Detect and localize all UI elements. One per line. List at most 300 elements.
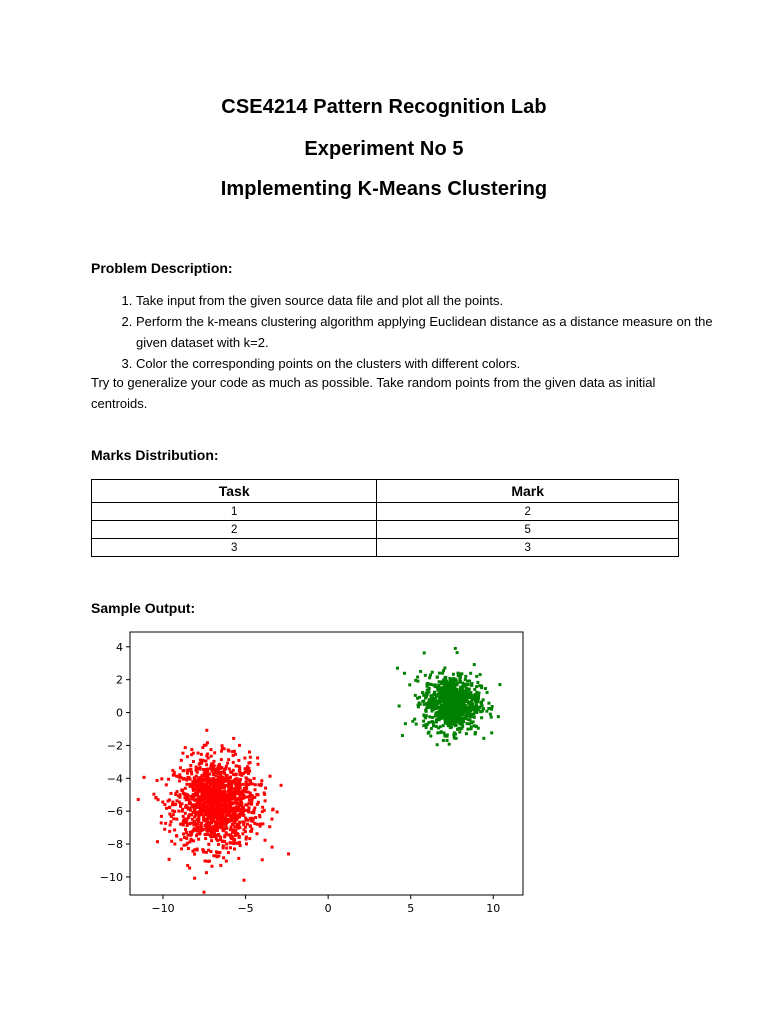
cluster-1-point (201, 848, 204, 851)
cluster-2-point (429, 674, 432, 677)
cluster-1-point (223, 747, 226, 750)
cluster-2-point (437, 684, 440, 687)
cluster-1-point (225, 847, 228, 850)
cluster-1-point (196, 848, 199, 851)
cluster-2-point (462, 720, 465, 723)
cluster-1-point (186, 772, 189, 775)
cluster-1-point (263, 793, 266, 796)
cluster-2-point (428, 715, 431, 718)
cluster-1-point (229, 776, 232, 779)
cluster-1-point (228, 806, 231, 809)
cluster-1-point (232, 839, 235, 842)
cluster-2-point (398, 704, 401, 707)
cluster-1-point (206, 860, 209, 863)
cluster-1-point (222, 840, 225, 843)
cluster-1-point (234, 818, 237, 821)
cluster-1-point (169, 820, 172, 823)
cluster-2-point (457, 694, 460, 697)
cluster-1-point (244, 817, 247, 820)
cluster-1-point (224, 779, 227, 782)
cluster-1-point (237, 842, 240, 845)
cluster-1-point (271, 846, 274, 849)
cluster-2-point (458, 699, 461, 702)
cluster-1-point (207, 849, 210, 852)
cluster-1-point (237, 809, 240, 812)
cluster-1-point (232, 813, 235, 816)
cluster-2-point (450, 717, 453, 720)
cluster-2-point (464, 700, 467, 703)
cluster-1-point (230, 818, 233, 821)
cluster-1-point (207, 799, 210, 802)
cluster-1-point (248, 751, 251, 754)
cluster-1-point (225, 831, 228, 834)
table-row (92, 521, 679, 539)
cluster-2-point (464, 697, 467, 700)
cluster-1-point (212, 773, 215, 776)
cluster-1-point (193, 853, 196, 856)
cluster-2-point (480, 701, 483, 704)
cluster-1-point (253, 796, 256, 799)
cluster-1-point (197, 838, 200, 841)
cluster-1-point (248, 783, 251, 786)
cluster-1-point (241, 832, 244, 835)
x-tick-label: −5 (237, 902, 254, 915)
table-cell: 3 (377, 539, 679, 557)
cluster-1-point (238, 769, 241, 772)
cluster-2-point (436, 743, 439, 746)
problem-item: 3. Color the corresponding points on the clusters with different colors. (136, 353, 716, 374)
cluster-1-point (191, 798, 194, 801)
cluster-1-point (260, 783, 263, 786)
course-title: CSE4214 Pattern Recognition Lab (221, 96, 547, 118)
cluster-2-point (462, 717, 465, 720)
cluster-2-point (422, 714, 425, 717)
cluster-1-point (204, 768, 207, 771)
cluster-1-point (229, 842, 232, 845)
cluster-2-point (432, 724, 435, 727)
cluster-1-point (238, 835, 241, 838)
cluster-1-point (193, 794, 196, 797)
cluster-2-point (438, 672, 441, 675)
cluster-1-point (168, 858, 171, 861)
cluster-1-point (268, 825, 271, 828)
cluster-1-point (137, 798, 140, 801)
cluster-2-point (423, 703, 426, 706)
cluster-2-point (444, 719, 447, 722)
cluster-1-point (215, 827, 218, 830)
cluster-1-point (187, 816, 190, 819)
cluster-1-point (178, 780, 181, 783)
cluster-2-point (427, 687, 430, 690)
cluster-2-point (436, 676, 439, 679)
topic-title: Implementing K-Means Clustering (220, 178, 548, 200)
problem-heading: Problem Description: (91, 260, 233, 276)
cluster-1-point (243, 757, 246, 760)
cluster-2-point (426, 723, 429, 726)
cluster-2-point (455, 720, 458, 723)
cluster-1-point (238, 780, 241, 783)
cluster-1-point (243, 809, 246, 812)
cluster-1-point (235, 764, 238, 767)
cluster-1-point (210, 782, 213, 785)
cluster-1-point (225, 798, 228, 801)
cluster-1-point (179, 838, 182, 841)
cluster-1-point (205, 871, 208, 874)
cluster-2-point (437, 726, 440, 729)
cluster-1-point (143, 776, 146, 779)
cluster-1-point (157, 798, 160, 801)
column-header-task: Task (92, 480, 377, 503)
cluster-1-point (182, 815, 185, 818)
cluster-1-point (264, 787, 267, 790)
cluster-2-point (470, 721, 473, 724)
cluster-1-point (238, 765, 241, 768)
cluster-2-point (469, 715, 472, 718)
cluster-1-point (192, 780, 195, 783)
cluster-1-point (188, 840, 191, 843)
cluster-2-point (438, 714, 441, 717)
cluster-1-point (242, 814, 245, 817)
cluster-1-point (212, 793, 215, 796)
cluster-2-point (484, 687, 487, 690)
cluster-1-point (264, 799, 267, 802)
cluster-1-point (219, 766, 222, 769)
cluster-1-point (242, 783, 245, 786)
cluster-1-point (268, 775, 271, 778)
cluster-1-point (201, 829, 204, 832)
cluster-1-point (160, 777, 163, 780)
cluster-1-point (206, 826, 209, 829)
cluster-2-point (460, 710, 463, 713)
cluster-2-point (422, 724, 425, 727)
y-tick-label: 4 (116, 640, 123, 654)
cluster-1-point (209, 816, 212, 819)
cluster-2-point (447, 717, 450, 720)
cluster-1-point (204, 790, 207, 793)
cluster-2-point (470, 725, 473, 728)
cluster-2-point (441, 672, 444, 675)
cluster-1-point (184, 806, 187, 809)
table-row (92, 503, 679, 521)
cluster-1-point (179, 766, 182, 769)
cluster-1-point (169, 823, 172, 826)
cluster-1-point (214, 854, 217, 857)
cluster-2-point (469, 672, 472, 675)
cluster-1-point (217, 854, 220, 857)
cluster-1-point (180, 759, 183, 762)
cluster-1-point (189, 822, 192, 825)
cluster-1-point (215, 813, 218, 816)
cluster-2-point (426, 706, 429, 709)
cluster-2-point (443, 667, 446, 670)
cluster-1-point (163, 803, 166, 806)
cluster-2-point (464, 678, 467, 681)
cluster-1-point (238, 821, 241, 824)
cluster-1-point (227, 833, 230, 836)
cluster-1-point (255, 832, 258, 835)
cluster-1-point (180, 847, 183, 850)
cluster-2-point (475, 685, 478, 688)
cluster-1-point (189, 764, 192, 767)
cluster-1-point (190, 748, 193, 751)
cluster-1-point (190, 771, 193, 774)
experiment-title: Experiment No 5 (304, 138, 464, 160)
cluster-1-point (204, 817, 207, 820)
cluster-1-point (197, 795, 200, 798)
table-cell: 5 (377, 521, 679, 539)
cluster-2-point (428, 676, 431, 679)
cluster-2-point (431, 698, 434, 701)
cluster-2-point (468, 692, 471, 695)
cluster-1-point (231, 823, 234, 826)
cluster-1-point (232, 737, 235, 740)
cluster-1-point (222, 790, 225, 793)
cluster-1-point (213, 800, 216, 803)
cluster-1-point (254, 783, 257, 786)
cluster-2-point (431, 720, 434, 723)
cluster-1-point (215, 825, 218, 828)
cluster-2-point (489, 713, 492, 716)
cluster-1-point (248, 802, 251, 805)
cluster-1-point (165, 807, 168, 810)
cluster-2-point (450, 695, 453, 698)
cluster-1-point (243, 821, 246, 824)
cluster-1-point (198, 800, 201, 803)
cluster-2-point (459, 719, 462, 722)
cluster-1-point (175, 818, 178, 821)
cluster-1-point (242, 879, 245, 882)
cluster-1-point (192, 760, 195, 763)
cluster-1-point (210, 748, 213, 751)
cluster-1-point (224, 767, 227, 770)
cluster-2-point (416, 676, 419, 679)
cluster-2-point (422, 700, 425, 703)
cluster-2-point (460, 694, 463, 697)
cluster-2-point (431, 716, 434, 719)
cluster-1-point (184, 828, 187, 831)
table-cell: 2 (377, 503, 679, 521)
cluster-1-point (202, 759, 205, 762)
cluster-1-point (165, 783, 168, 786)
cluster-1-point (223, 835, 226, 838)
cluster-1-point (222, 770, 225, 773)
cluster-1-point (249, 761, 252, 764)
cluster-1-point (238, 794, 241, 797)
cluster-2-point (454, 679, 457, 682)
cluster-1-point (186, 834, 189, 837)
cluster-1-point (248, 837, 251, 840)
cluster-1-point (249, 825, 252, 828)
cluster-1-point (189, 778, 192, 781)
cluster-2-point (396, 667, 399, 670)
cluster-1-point (251, 811, 254, 814)
cluster-2-point (447, 724, 450, 727)
sample-output-heading: Sample Output: (91, 600, 196, 616)
cluster-2-point (439, 687, 442, 690)
cluster-1-point (184, 746, 187, 749)
cluster-1-point (232, 842, 235, 845)
cluster-1-point (168, 806, 171, 809)
marks-heading: Marks Distribution: (91, 447, 219, 463)
problem-paragraph: Try to generalize your code as much as possible. Take random points from the given data as initial centroids. (91, 375, 656, 411)
cluster-1-point (249, 780, 252, 783)
cluster-1-point (194, 804, 197, 807)
cluster-1-point (205, 784, 208, 787)
cluster-2-point (416, 680, 419, 683)
cluster-1-point (198, 768, 201, 771)
cluster-1-point (247, 767, 250, 770)
cluster-1-point (233, 780, 236, 783)
cluster-2-point (490, 731, 493, 734)
cluster-1-point (180, 802, 183, 805)
cluster-1-point (232, 761, 235, 764)
cluster-1-point (197, 776, 200, 779)
cluster-1-point (205, 729, 208, 732)
cluster-2-point (414, 694, 417, 697)
cluster-2-point (443, 702, 446, 705)
cluster-1-point (160, 815, 163, 818)
cluster-2-point (450, 686, 453, 689)
cluster-1-point (201, 775, 204, 778)
cluster-1-point (156, 779, 159, 782)
cluster-2-point (439, 696, 442, 699)
cluster-1-point (196, 792, 199, 795)
cluster-1-point (175, 834, 178, 837)
cluster-1-point (231, 810, 234, 813)
cluster-1-point (221, 744, 224, 747)
cluster-1-point (191, 850, 194, 853)
cluster-1-point (177, 810, 180, 813)
cluster-2-point (475, 705, 478, 708)
cluster-2-point (442, 724, 445, 727)
cluster-2-point (480, 716, 483, 719)
cluster-2-point (479, 673, 482, 676)
cluster-1-point (170, 840, 173, 843)
cluster-1-point (243, 828, 246, 831)
cluster-1-point (190, 832, 193, 835)
cluster-1-point (208, 810, 211, 813)
cluster-2-point (478, 706, 481, 709)
cluster-1-point (202, 778, 205, 781)
cluster-2-point (448, 743, 451, 746)
cluster-1-point (209, 821, 212, 824)
cluster-1-point (205, 811, 208, 814)
cluster-1-point (244, 826, 247, 829)
cluster-2-point (441, 712, 444, 715)
cluster-2-point (438, 680, 441, 683)
cluster-1-point (226, 762, 229, 765)
cluster-1-point (183, 844, 186, 847)
cluster-2-point (465, 692, 468, 695)
cluster-1-point (240, 774, 243, 777)
cluster-1-point (206, 793, 209, 796)
cluster-1-point (238, 797, 241, 800)
cluster-1-point (245, 838, 248, 841)
cluster-1-point (245, 776, 248, 779)
cluster-1-point (228, 750, 231, 753)
cluster-2-point (455, 683, 458, 686)
cluster-1-point (201, 796, 204, 799)
cluster-1-point (239, 783, 242, 786)
cluster-1-point (251, 798, 254, 801)
cluster-1-point (199, 789, 202, 792)
cluster-2-point (455, 712, 458, 715)
cluster-2-point (468, 680, 471, 683)
cluster-2-point (429, 694, 432, 697)
cluster-2-point (482, 737, 485, 740)
cluster-2-point (433, 700, 436, 703)
cluster-2-point (442, 739, 445, 742)
cluster-1-point (228, 782, 231, 785)
cluster-1-point (163, 828, 166, 831)
cluster-2-point (445, 697, 448, 700)
cluster-1-point (219, 864, 222, 867)
cluster-1-point (208, 787, 211, 790)
cluster-1-point (218, 781, 221, 784)
cluster-1-point (210, 797, 213, 800)
cluster-1-point (218, 793, 221, 796)
cluster-1-point (174, 803, 177, 806)
cluster-2-point (408, 683, 411, 686)
cluster-1-point (236, 826, 239, 829)
cluster-1-point (233, 847, 236, 850)
cluster-1-point (239, 801, 242, 804)
cluster-1-point (173, 774, 176, 777)
cluster-1-point (192, 786, 195, 789)
cluster-1-point (190, 813, 193, 816)
cluster-2-point (470, 684, 473, 687)
y-tick-label: −4 (106, 772, 123, 786)
table-header-row (92, 480, 679, 503)
cluster-1-point (228, 767, 231, 770)
cluster-1-point (214, 771, 217, 774)
cluster-1-point (173, 842, 176, 845)
cluster-1-point (236, 802, 239, 805)
cluster-1-point (168, 813, 171, 816)
cluster-1-point (259, 825, 262, 828)
cluster-2-point (429, 735, 432, 738)
cluster-2-point (473, 663, 476, 666)
cluster-1-point (184, 812, 187, 815)
cluster-1-point (215, 780, 218, 783)
cluster-2-point (478, 692, 481, 695)
cluster-1-point (236, 832, 239, 835)
cluster-2-point (440, 691, 443, 694)
cluster-1-point (257, 801, 260, 804)
cluster-1-point (222, 856, 225, 859)
cluster-2-point (480, 710, 483, 713)
cluster-1-point (249, 756, 252, 759)
cluster-1-point (207, 843, 210, 846)
cluster-2-point (456, 651, 459, 654)
cluster-2-point (497, 715, 500, 718)
cluster-1-point (171, 803, 174, 806)
cluster-1-point (192, 752, 195, 755)
cluster-2-point (474, 709, 477, 712)
cluster-1-point (245, 842, 248, 845)
cluster-1-point (224, 784, 227, 787)
table-cell: 1 (92, 503, 377, 521)
cluster-2-point (486, 691, 489, 694)
cluster-1-point (192, 829, 195, 832)
cluster-2-point (445, 709, 448, 712)
cluster-2-point (465, 683, 468, 686)
cluster-2-point (411, 720, 414, 723)
cluster-1-point (210, 865, 213, 868)
cluster-1-point (189, 838, 192, 841)
cluster-1-point (219, 836, 222, 839)
cluster-2-point (490, 708, 493, 711)
